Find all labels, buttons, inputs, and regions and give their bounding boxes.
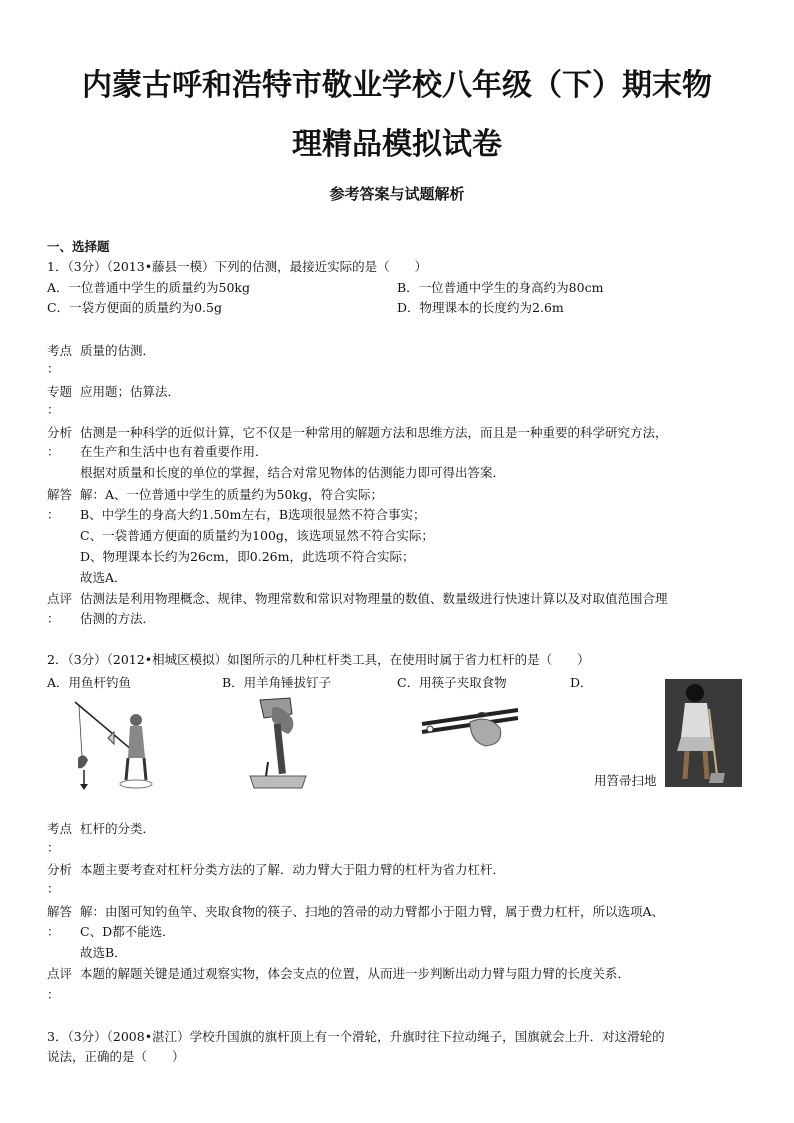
q2-option-b: B．用羊角锤拔钉子 [222,675,332,690]
section-heading: 一、选择题 [47,239,110,254]
fishing-rod-figure [70,698,165,793]
q2-jieda-line1: 解：由图可知钓鱼竿、夹取食物的筷子、扫地的笤帚的动力臂都小于阻力臂，属于费力杠杆，所以选项A、 [80,904,665,919]
q1-option-c: C．一袋方便面的质量约为0.5g [47,300,222,315]
q3-stem-line1: 3．（3分）（2008•湛江）学校升国旗的旗杆顶上有一个滑轮，升旗时往下拉动绳子，国旗就会上升．对这滑轮的 [47,1029,665,1044]
q1-option-a: A．一位普通中学生的质量约为50kg [47,280,251,295]
q2-kaodian-label: 考点 [47,821,73,836]
doc-title-line2: 理精品模拟试卷 [292,127,502,162]
q2-dianping-label: 点评 [47,966,73,981]
q2-jieda-line2: C、D都不能选． [80,924,175,939]
q1-jieda-colon: ： [47,507,60,522]
q1-option-b: B．一位普通中学生的身高约为80cm [397,280,604,295]
q1-jieda-line1: 解：A、一位普通中学生的质量约为50kg，符合实际； [80,487,384,502]
q2-dianping-colon: ： [47,987,60,1002]
q1-fenxi-line3: 根据对质量和长度的单位的掌握，结合对常见物体的估测能力即可得出答案． [80,465,506,480]
q2-fenxi-label: 分析 [47,862,73,877]
q2-dianping: 本题的解题关键是通过观察实物，体会支点的位置，从而进一步判断出动力臂与阻力臂的长度关系． [80,966,631,981]
claw-hammer-figure [246,696,312,794]
q2-jieda-colon: ： [47,924,60,939]
q1-fenxi-label: 分析 [47,425,73,440]
q2-fenxi: 本题主要考查对杠杆分类方法的了解．动力臂大于阻力臂的杠杆为省力杠杆． [80,862,506,877]
q1-jieda-line2: B、中学生的身高大约1.50m左右，B选项很显然不符合事实； [80,507,426,522]
q1-dianping-line1: 估测法是利用物理概念、规律、物理常数和常识对物理量的数值、数量级进行快速计算以及对取值范围合理 [80,591,668,606]
broom-figure [665,679,742,787]
q3-stem-line2: 说法，正确的是（ ） [47,1049,185,1064]
q1-zhuanti: 应用题；估算法． [80,384,181,399]
q1-dianping-line2: 估测的方法． [80,611,156,626]
doc-title-line1: 内蒙古呼和浩特市敬业学校八年级（下）期末物 [82,68,712,103]
q1-option-d: D．物理课本的长度约为2.6m [397,300,564,315]
q1-jieda-line4: D、物理课本长约为26cm，即0.26m，此选项不符合实际； [80,549,415,564]
q1-dianping-label: 点评 [47,591,73,606]
q1-fenxi-colon: ： [47,444,60,459]
q2-jieda-label: 解答 [47,904,73,919]
q1-zhuanti-label: 专题 [47,384,73,399]
doc-subtitle: 参考答案与试题解析 [329,185,465,203]
q1-stem: 1．（3分）（2013•藤县一模）下列的估测，最接近实际的是（ ） [47,259,428,274]
q2-jieda-line3: 故选B． [80,945,127,960]
q2-option-d: D． [570,675,593,690]
q1-jieda-line5: 故选A． [80,570,127,585]
q1-fenxi-line1: 估测是一种科学的近似计算，它不仅是一种常用的解题方法和思维方法，而且是一种重要的科学研究方法， [80,425,668,440]
q1-jieda-line3: C、一袋普通方便面的质量约为100g，该选项显然不符合实际； [80,528,434,543]
q1-jieda-label: 解答 [47,487,73,502]
q2-option-c: C．用筷子夹取食物 [397,675,507,690]
q1-fenxi-line2: 在生产和生活中也有着重要作用． [80,444,268,459]
q1-kaodian-colon: ： [47,361,60,376]
q2-stem: 2．（3分）（2012•相城区模拟）如图所示的几种杠杆类工具，在使用时属于省力杠杆的是（ ） [47,652,590,667]
q2-kaodian-colon: ： [47,840,60,855]
q2-option-d-caption: 用笤帚扫地 [594,773,657,788]
q1-kaodian-label: 考点 [47,343,73,358]
q1-dianping-colon: ： [47,611,60,626]
q2-kaodian: 杠杆的分类． [80,821,156,836]
q1-kaodian: 质量的估测． [80,343,156,358]
q2-fenxi-colon: ： [47,881,60,896]
chopsticks-figure [420,702,520,750]
q2-option-a: A．用鱼杆钓鱼 [47,675,132,690]
q1-zhuanti-colon: ： [47,402,60,417]
